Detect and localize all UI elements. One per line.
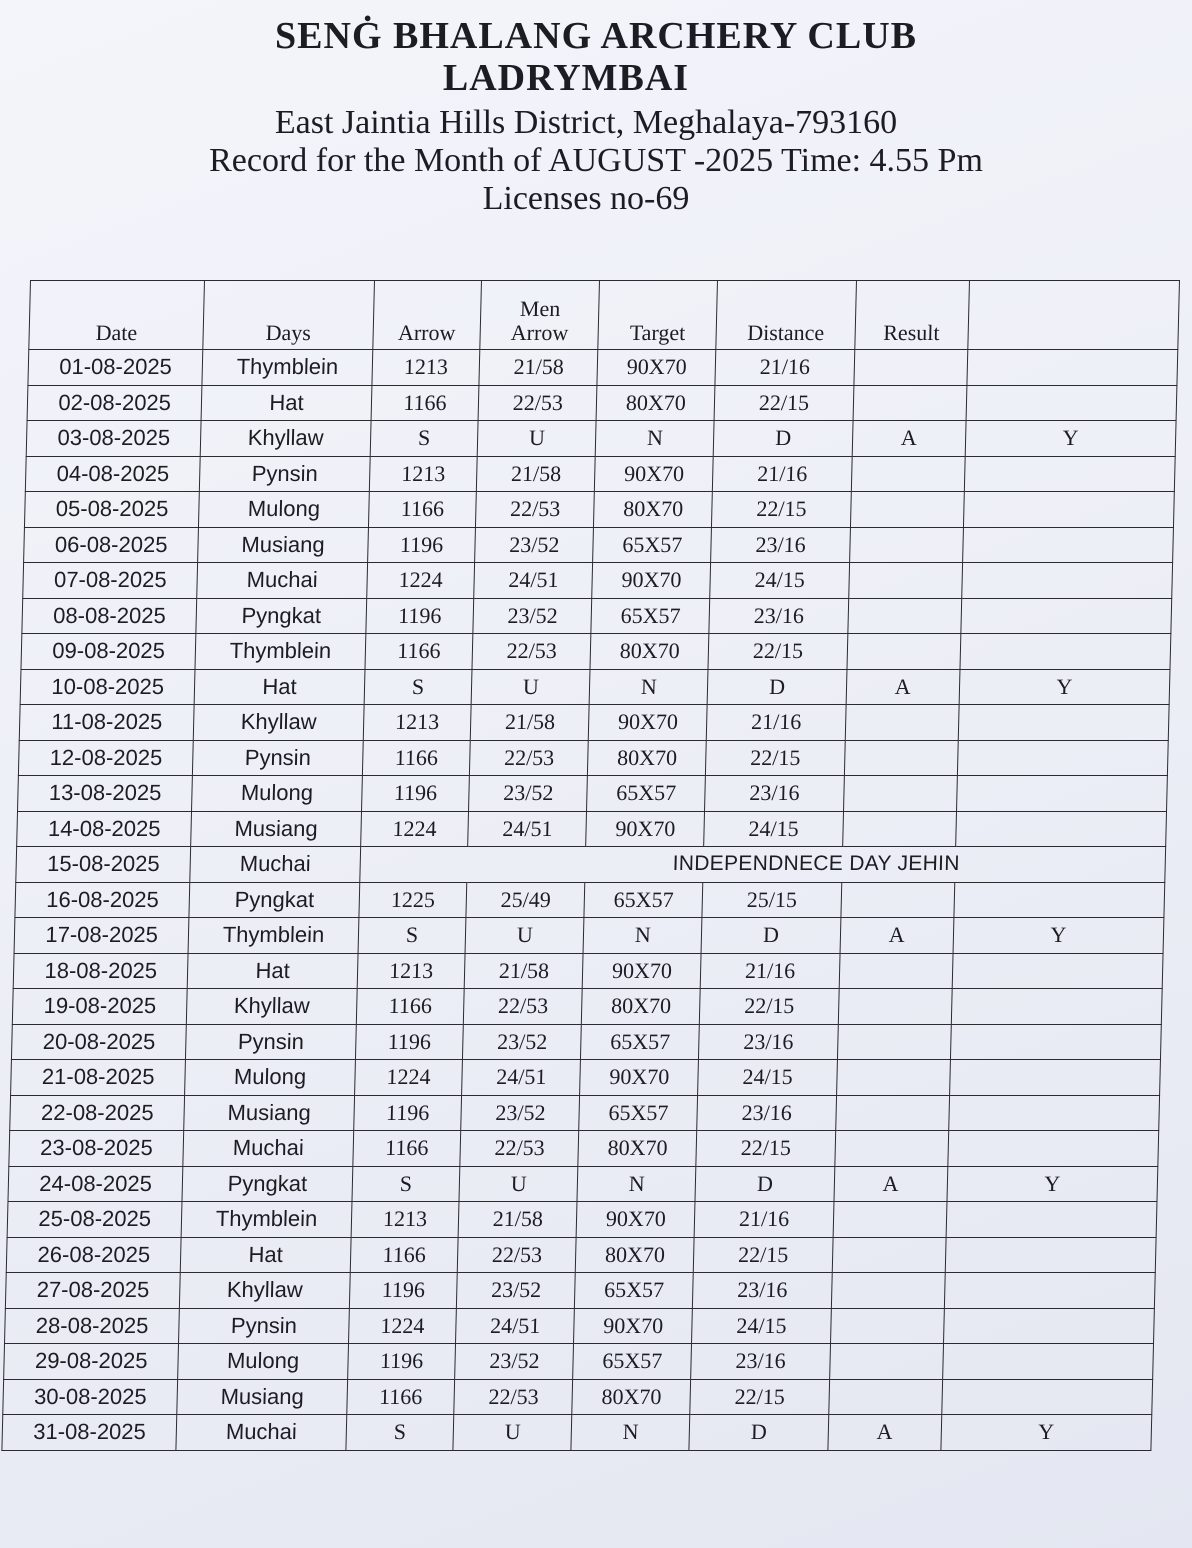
cell-target: 90X70 <box>595 456 714 492</box>
table-row <box>5 1273 1155 1309</box>
cell-arrow: S <box>346 1415 455 1451</box>
cell-men-arrow: 22/53 <box>458 1237 577 1273</box>
cell-men-arrow: 21/58 <box>471 705 590 741</box>
cell-result <box>831 1273 945 1309</box>
cell-distance: 22/15 <box>708 634 847 670</box>
col-header-date: Date <box>29 281 205 350</box>
cell-extra <box>961 598 1172 634</box>
table-row <box>13 953 1163 989</box>
cell-men-arrow: 22/53 <box>476 492 595 528</box>
cell-extra <box>949 1060 1160 1096</box>
cell-extra <box>956 776 1167 812</box>
cell-result <box>832 1237 946 1273</box>
cell-arrow: 1213 <box>363 705 472 741</box>
cell-day: Pyngkat <box>182 1166 352 1202</box>
table-row <box>24 492 1174 528</box>
cell-men-arrow: 23/52 <box>473 598 592 634</box>
cell-men-arrow: 23/52 <box>461 1095 580 1131</box>
cell-arrow: 1166 <box>353 1131 462 1167</box>
table-row <box>16 847 1166 883</box>
cell-date: 02-08-2025 <box>27 385 202 421</box>
cell-arrow: 1166 <box>350 1237 459 1273</box>
table-row <box>25 456 1175 492</box>
cell-day: Hat <box>181 1237 351 1273</box>
cell-distance: 24/15 <box>704 811 843 847</box>
cell-men-arrow: U <box>453 1415 572 1451</box>
cell-men-arrow: 24/51 <box>474 563 593 599</box>
cell-target: 90X70 <box>597 350 716 386</box>
table-row <box>8 1166 1158 1202</box>
cell-date: 24-08-2025 <box>8 1166 183 1202</box>
cell-extra: Y <box>941 1415 1152 1451</box>
cell-arrow: 1166 <box>346 1379 455 1415</box>
cell-target: 65X57 <box>593 527 712 563</box>
cell-distance: 22/15 <box>714 385 853 421</box>
cell-distance: 23/16 <box>699 1024 838 1060</box>
cell-target: 80X70 <box>578 1131 697 1167</box>
cell-arrow: 1196 <box>355 1024 464 1060</box>
cell-target: 90X70 <box>580 1060 699 1096</box>
cell-date: 18-08-2025 <box>13 953 188 989</box>
table-row <box>19 705 1169 741</box>
cell-extra <box>967 350 1178 386</box>
cell-date: 15-08-2025 <box>16 847 191 883</box>
cell-holiday-notice: INDEPENDNECE DAY JEHIN <box>467 847 1165 883</box>
cell-extra: Y <box>965 421 1176 457</box>
cell-result: A <box>852 421 966 457</box>
cell-extra <box>952 953 1163 989</box>
district-line: East Jaintia Hills District, Meghalaya-793160 <box>274 104 898 141</box>
cell-date: 20-08-2025 <box>11 1024 186 1060</box>
cell-day: Thymblein <box>195 634 365 670</box>
cell-men-arrow: 21/58 <box>479 350 598 386</box>
cell-distance: 21/16 <box>707 705 846 741</box>
cell-day: Thymblein <box>202 350 372 386</box>
cell-date: 26-08-2025 <box>6 1237 181 1273</box>
cell-result: A <box>828 1415 942 1451</box>
cell-distance: 22/15 <box>706 740 845 776</box>
cell-extra <box>948 1095 1159 1131</box>
cell-target: 80X70 <box>576 1237 695 1273</box>
cell-distance: 21/16 <box>715 350 854 386</box>
cell-day: Pyngkat <box>189 882 359 918</box>
cell-result <box>849 527 963 563</box>
cell-result <box>849 563 963 599</box>
cell-target: N <box>589 669 708 705</box>
cell-date: 05-08-2025 <box>24 492 199 528</box>
cell-target: 65X57 <box>591 598 710 634</box>
cell-target: N <box>577 1166 696 1202</box>
cell-distance: 22/15 <box>690 1379 829 1415</box>
cell-men-arrow: U <box>472 669 591 705</box>
table-row <box>5 1308 1155 1344</box>
cell-arrow: 1196 <box>361 776 470 812</box>
cell-date: 07-08-2025 <box>23 563 198 599</box>
cell-distance: 24/15 <box>698 1060 837 1096</box>
cell-men-arrow: 24/51 <box>456 1308 575 1344</box>
cell-date: 14-08-2025 <box>17 811 192 847</box>
cell-distance: D <box>707 669 846 705</box>
cell-target: 80X70 <box>596 385 715 421</box>
cell-result <box>833 1202 947 1238</box>
cell-extra <box>942 1344 1153 1380</box>
cell-arrow: 1196 <box>353 1095 462 1131</box>
cell-arrow: 1196 <box>347 1344 456 1380</box>
cell-men-arrow: 23/52 <box>463 1024 582 1060</box>
cell-distance: 21/16 <box>694 1202 833 1238</box>
cell-arrow: 1213 <box>369 456 478 492</box>
cell-date: 09-08-2025 <box>21 634 196 670</box>
cell-target: 65X57 <box>587 776 706 812</box>
table-row <box>3 1379 1153 1415</box>
cell-arrow: 1224 <box>360 811 469 847</box>
cell-target: 80X70 <box>590 634 709 670</box>
cell-extra <box>961 563 1172 599</box>
col-header-men-arrow <box>480 281 600 350</box>
cell-extra <box>943 1308 1154 1344</box>
cell-extra <box>962 527 1173 563</box>
cell-result <box>854 350 968 386</box>
cell-date: 11-08-2025 <box>19 705 194 741</box>
cell-result <box>836 1060 950 1096</box>
cell-extra: Y <box>947 1166 1158 1202</box>
cell-day: Musiang <box>184 1095 354 1131</box>
cell-day: Hat <box>188 953 358 989</box>
cell-target: 90X70 <box>586 811 705 847</box>
cell-men-arrow: 23/52 <box>469 776 588 812</box>
cell-result <box>853 385 967 421</box>
cell-target: N <box>583 918 702 954</box>
cell-result <box>848 598 962 634</box>
cell-date: 22-08-2025 <box>10 1095 185 1131</box>
cell-target: 80X70 <box>582 989 701 1025</box>
cell-day: Pynsin <box>200 456 370 492</box>
table-row <box>21 634 1171 670</box>
license-line: Licenses no-69 <box>482 180 690 217</box>
cell-day: Khyllaw <box>194 705 364 741</box>
col-header-distance: Distance <box>716 281 856 350</box>
table-row <box>4 1344 1154 1380</box>
cell-date: 17-08-2025 <box>14 918 189 954</box>
cell-day: Khyllaw <box>180 1273 350 1309</box>
cell-extra <box>954 882 1165 918</box>
cell-arrow: 1213 <box>372 350 481 386</box>
cell-day: Pynsin <box>186 1024 356 1060</box>
cell-distance: 21/16 <box>713 456 852 492</box>
cell-men-arrow: 22/53 <box>470 740 589 776</box>
cell-date: 10-08-2025 <box>20 669 195 705</box>
cell-date: 04-08-2025 <box>25 456 200 492</box>
col-header-days: Days <box>203 281 374 350</box>
cell-men-arrow: 23/52 <box>457 1273 576 1309</box>
cell-distance: D <box>689 1415 828 1451</box>
cell-arrow: 1166 <box>368 492 477 528</box>
cell-result <box>837 1024 951 1060</box>
table-row <box>20 669 1170 705</box>
cell-extra <box>947 1131 1158 1167</box>
table-row <box>9 1131 1159 1167</box>
table-row <box>17 811 1167 847</box>
table-row <box>24 527 1174 563</box>
cell-day: Muchai <box>197 563 367 599</box>
cell-men-arrow: 21/58 <box>465 953 584 989</box>
cell-result: A <box>834 1166 948 1202</box>
cell-extra <box>960 634 1171 670</box>
table-row <box>14 918 1164 954</box>
cell-date: 25-08-2025 <box>7 1202 182 1238</box>
cell-men-arrow: U <box>478 421 597 457</box>
cell-distance: D <box>701 918 840 954</box>
cell-day: Pynsin <box>193 740 363 776</box>
cell-target: 65X57 <box>579 1095 698 1131</box>
cell-target: 90X70 <box>583 953 702 989</box>
cell-distance: 22/15 <box>694 1237 833 1273</box>
table-row <box>18 776 1168 812</box>
table-row <box>27 385 1177 421</box>
table-row <box>11 1060 1161 1096</box>
cell-extra <box>957 740 1168 776</box>
cell-day: Khyllaw <box>187 989 357 1025</box>
cell-extra <box>945 1237 1156 1273</box>
document-header <box>0 14 1192 218</box>
table-row <box>2 1415 1152 1451</box>
cell-date: 08-08-2025 <box>22 598 197 634</box>
cell-extra <box>966 385 1177 421</box>
table-row <box>6 1237 1156 1273</box>
cell-extra <box>944 1273 1155 1309</box>
cell-result <box>830 1308 944 1344</box>
cell-arrow: S <box>370 421 479 457</box>
cell-target: 90X70 <box>592 563 711 599</box>
cell-day: Mulong <box>178 1344 348 1380</box>
club-location: LADRYMBAI <box>442 57 690 99</box>
cell-arrow: 1213 <box>357 953 466 989</box>
cell-day: Musiang <box>191 811 361 847</box>
cell-day: Mulong <box>199 492 369 528</box>
cell-extra <box>946 1202 1157 1238</box>
table-row <box>7 1202 1157 1238</box>
cell-men-arrow: 24/51 <box>462 1060 581 1096</box>
cell-target: N <box>596 421 715 457</box>
cell-result <box>838 989 952 1025</box>
table-row <box>26 421 1176 457</box>
cell-arrow: 1166 <box>371 385 480 421</box>
cell-day: Mulong <box>192 776 362 812</box>
cell-extra <box>955 811 1166 847</box>
cell-distance: 24/15 <box>710 563 849 599</box>
cell-arrow: 1166 <box>362 740 471 776</box>
cell-men-arrow: 24/51 <box>468 811 587 847</box>
cell-distance: 24/15 <box>692 1308 831 1344</box>
cell-distance: 23/16 <box>693 1273 832 1309</box>
cell-result <box>851 456 965 492</box>
cell-arrow: 1196 <box>367 527 476 563</box>
men-arrow-line1: Men <box>519 296 561 321</box>
col-header-arrow: Arrow <box>372 281 481 350</box>
cell-result: A <box>840 918 954 954</box>
cell-target: 90X70 <box>574 1308 693 1344</box>
cell-result <box>836 1095 950 1131</box>
cell-distance: 23/16 <box>705 776 844 812</box>
cell-result <box>835 1131 949 1167</box>
table-row <box>10 1095 1160 1131</box>
table-row <box>22 598 1172 634</box>
cell-distance: 23/16 <box>709 598 848 634</box>
cell-day: Muchai <box>183 1131 353 1167</box>
table-body <box>2 350 1178 1451</box>
cell-arrow: S <box>358 918 467 954</box>
cell-target: 90X70 <box>589 705 708 741</box>
cell-arrow: 1224 <box>348 1308 457 1344</box>
cell-day: Khyllaw <box>201 421 371 457</box>
col-header-extra <box>967 281 1179 350</box>
cell-result <box>845 705 959 741</box>
cell-result <box>850 492 964 528</box>
cell-extra: Y <box>959 669 1170 705</box>
cell-date: 13-08-2025 <box>18 776 193 812</box>
cell-target: 80X70 <box>594 492 713 528</box>
cell-men-arrow: 22/53 <box>478 385 597 421</box>
table-header-row <box>29 281 1180 350</box>
cell-date: 30-08-2025 <box>3 1379 178 1415</box>
cell-day: Hat <box>201 385 371 421</box>
cell-arrow: 1225 <box>359 882 468 918</box>
cell-day: Thymblein <box>182 1202 352 1238</box>
table-row <box>28 350 1178 386</box>
cell-target: 90X70 <box>576 1202 695 1238</box>
cell-day: Mulong <box>185 1060 355 1096</box>
cell-date: 27-08-2025 <box>5 1273 180 1309</box>
cell-arrow: 1196 <box>366 598 475 634</box>
cell-men-arrow: 23/52 <box>475 527 594 563</box>
cell-arrow: S <box>364 669 473 705</box>
record-line: Record for the Month of AUGUST -2025 Time: 4.55 Pm <box>209 142 983 179</box>
men-arrow-line2: Arrow <box>510 320 569 345</box>
cell-date: 06-08-2025 <box>24 527 199 563</box>
cell-day: Hat <box>195 669 365 705</box>
cell-date: 12-08-2025 <box>18 740 193 776</box>
cell-target: 80X70 <box>588 740 707 776</box>
cell-distance: 23/16 <box>711 527 850 563</box>
cell-date: 21-08-2025 <box>11 1060 186 1096</box>
cell-blank <box>359 847 468 883</box>
cell-arrow: 1196 <box>349 1273 458 1309</box>
cell-extra <box>941 1379 1152 1415</box>
cell-date: 31-08-2025 <box>2 1415 177 1451</box>
cell-result <box>844 740 958 776</box>
cell-day: Muchai <box>190 847 360 883</box>
cell-date: 03-08-2025 <box>26 421 201 457</box>
cell-men-arrow: 22/53 <box>460 1131 579 1167</box>
cell-men-arrow: 23/52 <box>455 1344 574 1380</box>
cell-extra <box>951 989 1162 1025</box>
cell-target: 65X57 <box>573 1344 692 1380</box>
cell-day: Pyngkat <box>196 598 366 634</box>
cell-men-arrow: 22/53 <box>454 1379 573 1415</box>
cell-date: 19-08-2025 <box>12 989 187 1025</box>
cell-result <box>847 634 961 670</box>
cell-distance: D <box>714 421 853 457</box>
cell-date: 28-08-2025 <box>5 1308 180 1344</box>
cell-men-arrow: U <box>459 1166 578 1202</box>
cell-arrow: S <box>352 1166 461 1202</box>
cell-men-arrow: U <box>465 918 584 954</box>
table-row <box>15 882 1165 918</box>
cell-result <box>843 776 957 812</box>
table-row <box>18 740 1168 776</box>
table-row <box>12 989 1162 1025</box>
cell-arrow: 1224 <box>354 1060 463 1096</box>
col-header-target: Target <box>598 281 718 350</box>
cell-target: 65X57 <box>581 1024 700 1060</box>
col-header-result: Result <box>855 281 970 350</box>
cell-target: 65X57 <box>575 1273 694 1309</box>
cell-day: Musiang <box>198 527 368 563</box>
cell-extra: Y <box>953 918 1164 954</box>
cell-distance: 22/15 <box>712 492 851 528</box>
cell-men-arrow: 25/49 <box>466 882 585 918</box>
cell-arrow: 1166 <box>356 989 465 1025</box>
cell-distance: 22/15 <box>696 1131 835 1167</box>
cell-date: 16-08-2025 <box>15 882 190 918</box>
cell-target: 65X57 <box>584 882 703 918</box>
cell-distance: 25/15 <box>702 882 841 918</box>
cell-target: N <box>571 1415 690 1451</box>
cell-distance: 22/15 <box>700 989 839 1025</box>
cell-extra <box>964 456 1175 492</box>
table-row <box>11 1024 1161 1060</box>
club-name: SENĠ BHALANG ARCHERY CLUB <box>275 15 917 57</box>
cell-result <box>842 811 956 847</box>
cell-day: Thymblein <box>188 918 358 954</box>
cell-men-arrow: 21/58 <box>477 456 596 492</box>
cell-distance: 23/16 <box>691 1344 830 1380</box>
cell-date: 01-08-2025 <box>28 350 203 386</box>
cell-result <box>829 1344 943 1380</box>
cell-extra <box>958 705 1169 741</box>
cell-result: A <box>846 669 960 705</box>
table-row <box>23 563 1173 599</box>
cell-men-arrow: 22/53 <box>472 634 591 670</box>
cell-distance: 21/16 <box>700 953 839 989</box>
cell-result <box>829 1379 943 1415</box>
cell-target: 80X70 <box>572 1379 691 1415</box>
cell-day: Muchai <box>176 1415 346 1451</box>
cell-distance: D <box>695 1166 834 1202</box>
cell-result <box>841 882 955 918</box>
cell-day: Musiang <box>177 1379 347 1415</box>
cell-arrow: 1166 <box>365 634 474 670</box>
record-table <box>1 280 1180 1451</box>
cell-day: Pynsin <box>179 1308 349 1344</box>
cell-distance: 23/16 <box>697 1095 836 1131</box>
cell-extra <box>950 1024 1161 1060</box>
cell-men-arrow: 22/53 <box>464 989 583 1025</box>
cell-extra <box>963 492 1174 528</box>
cell-arrow: 1224 <box>366 563 475 599</box>
cell-date: 29-08-2025 <box>4 1344 179 1380</box>
cell-result <box>839 953 953 989</box>
cell-men-arrow: 21/58 <box>458 1202 577 1238</box>
record-table-wrapper <box>0 280 1175 1451</box>
cell-date: 23-08-2025 <box>9 1131 184 1167</box>
cell-arrow: 1213 <box>351 1202 460 1238</box>
